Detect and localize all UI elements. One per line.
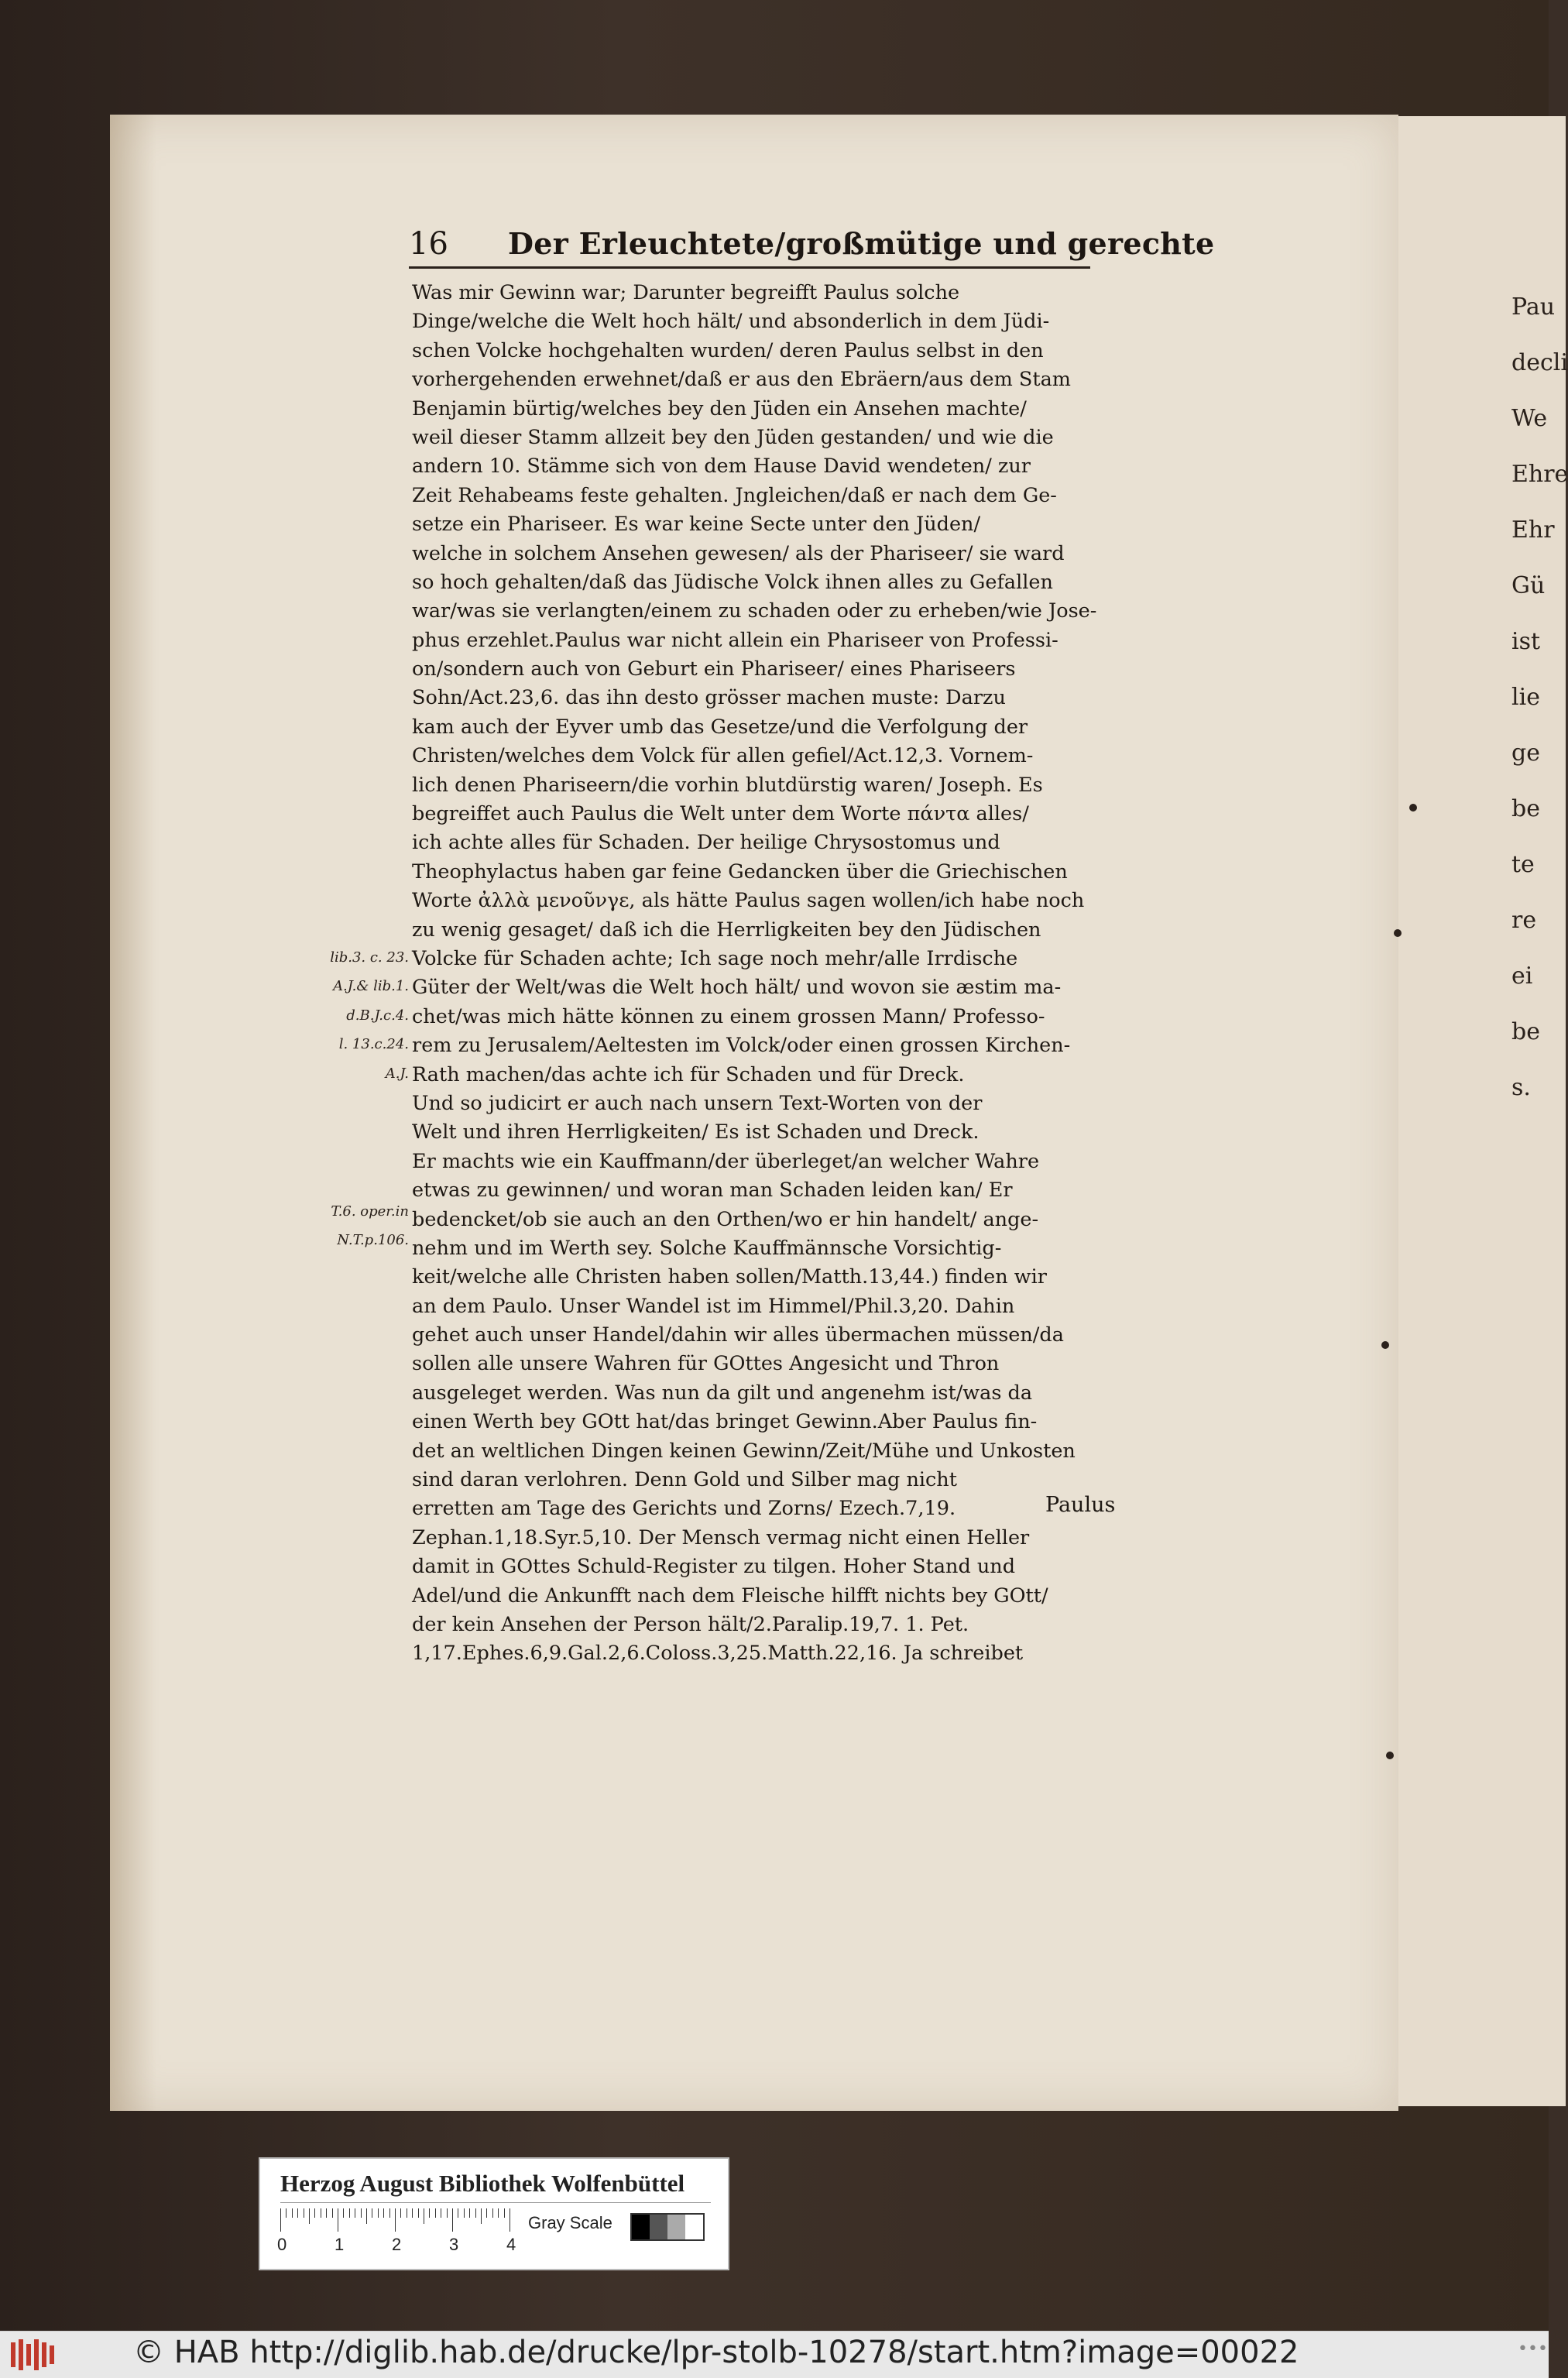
page-number: 16 [409,226,448,262]
ruler-tick [481,2208,482,2224]
facing-page-text-fragment: decli [1511,349,1568,376]
text-line: ich achte alles für Schaden. Der heilige Chrysostomus und [412,831,1000,855]
binding-hole [1386,1752,1394,1759]
text-line: gehet auch unser Handel/dahin wir alles übermachen müssen/da [412,1323,1064,1347]
facing-page-text-fragment: Ehr [1511,516,1555,544]
text-line: kam auch der Eyver umb das Gesetze/und die Verfolgung der [412,715,1028,739]
marginal-note-line: T.6. oper.in [331,1203,409,1220]
footer-bar [0,2331,1549,2378]
text-line: Theophylactus haben gar feine Gedancken über die Griechischen [412,860,1068,884]
ruler-tick [475,2208,476,2218]
ruler-tick [504,2208,505,2218]
marginal-note [308,943,409,1088]
ruler-tick [349,2208,350,2218]
text-line: Zeit Rehabeams feste gehalten. Jngleichen/daß er nach dem Ge- [412,483,1057,507]
text-line: erretten am Tage des Gerichts und Zorns/ Ezech.7,19. [412,1497,956,1521]
binding-hole [1381,1341,1389,1349]
gray-scale-swatches [630,2213,705,2241]
page-body-text [412,279,1186,1669]
header-rule [409,266,1090,269]
ruler-tick [469,2208,470,2218]
ruler-tick [314,2208,315,2218]
text-line: begreiffet auch Paulus die Welt unter dem Worte πάντα alles/ [412,802,1029,826]
ruler-tick [332,2208,333,2218]
text-line: Er machts wie ein Kauffmann/der überleget/an welcher Wahre [412,1149,1040,1173]
marginal-note-line: N.T.p.106. [337,1232,409,1249]
gray-scale-label: Gray Scale [528,2213,612,2232]
text-line: phus erzehlet.Paulus war nicht allein ein Phariseer von Professi- [412,628,1058,652]
text-line: sollen alle unsere Wahren für GOttes Angesicht und Thron [412,1352,1000,1376]
ruler-tick [486,2208,487,2218]
swatch-dark-gray [650,2215,667,2239]
text-line: Dinge/welche die Welt hoch hält/ und absonderlich in dem Jüdi- [412,310,1050,334]
library-label-card [259,2157,729,2270]
text-line: bedencket/ob sie auch an den Orthen/wo er hin handelt/ ange- [412,1207,1039,1231]
facing-page-text-fragment: Pau [1511,293,1556,321]
text-line: keit/welche alle Christen haben sollen/Matth.13,44.) finden wir [412,1265,1047,1289]
ruler-tick [326,2208,327,2218]
ruler-tick [280,2208,281,2232]
text-line: Was mir Gewinn war; Darunter begreifft Paulus solche [412,281,960,304]
ruler-tick [309,2208,310,2224]
ruler-tick [412,2208,413,2218]
text-line: weil dieser Stamm allzeit bey den Jüden gestanden/ und wie die [412,425,1054,449]
ruler-tick [464,2208,465,2218]
ruler-tick [292,2208,293,2218]
ruler-mark: 3 [449,2235,459,2254]
facing-page-text-fragment: ist [1511,628,1541,655]
text-line: war/was sie verlangten/einem zu schaden oder zu erheben/wie Jose- [412,599,1097,623]
facing-page-fragment [1386,116,1566,2106]
ruler-tick [395,2208,396,2232]
text-line: Volcke für Schaden achte; Ich sage noch mehr/alle Irrdische [412,946,1018,970]
text-line: einen Werth bey GOtt hat/das bringet Gewinn.Aber Paulus fin- [412,1410,1038,1434]
more-options-icon[interactable]: ••• [1518,2339,1548,2359]
facing-page-text-fragment: re [1511,907,1537,934]
swatch-black [632,2215,650,2239]
text-line: nehm und im Werth sey. Solche Kauffmännsche Vorsichtig- [412,1236,1002,1260]
text-line: 1,17.Ephes.6,9.Gal.2,6.Coloss.3,25.Matth.22,16. Ja schreibet [412,1642,1024,1666]
ruler-tick [435,2208,436,2218]
text-line: Rath machen/das achte ich für Schaden und für Dreck. [412,1062,965,1086]
swatch-white [685,2215,703,2239]
binding-hole [1409,804,1417,812]
text-line: Güter der Welt/was die Welt hoch hält/ und wovon sie æstim ma- [412,976,1062,1000]
text-line: welche in solchem Ansehen gewesen/ als der Phariseer/ sie ward [412,541,1065,565]
ruler-tick [498,2208,499,2218]
ruler-tick [389,2208,390,2218]
ruler-mark: 4 [506,2235,516,2254]
text-line: det an weltlichen Dingen keinen Gewinn/Zeit/Mühe und Unkosten [412,1439,1076,1463]
ruler-tick [378,2208,379,2218]
ruler-mark: 1 [335,2235,345,2254]
ruler-tick [452,2208,453,2232]
facing-page-text-fragment: We [1511,405,1548,432]
facing-page-text-fragment: Gü [1511,572,1546,599]
binding-hole [1394,929,1402,937]
text-line: vorhergehenden erwehnet/daß er aus den Ebräern/aus dem Stam [412,368,1071,392]
text-line: etwas zu gewinnen/ und woran man Schaden leiden kan/ Er [412,1179,1013,1203]
ruler-tick [400,2208,401,2218]
swatch-light-gray [667,2215,685,2239]
text-line: zu wenig gesaget/ daß ich die Herrligkeiten bey den Jüdischen [412,918,1041,942]
text-line: Und so judicirt er auch nach unsern Text-Worten von der [412,1091,983,1115]
text-line: Zephan.1,18.Syr.5,10. Der Mensch vermag nicht einen Heller [412,1525,1030,1549]
facing-page-text-fragment: be [1511,795,1540,822]
catchword: Paulus [1045,1493,1116,1517]
marginal-note-line: lib.3. c. 23. [330,949,409,966]
text-line: so hoch gehalten/daß das Jüdische Volck ihnen alles zu Gefallen [412,570,1053,594]
text-line: Benjamin bürtig/welches bey den Jüden ein Ansehen machte/ [412,396,1027,420]
facing-page-text-fragment: ei [1511,963,1533,990]
text-line: an dem Paulo. Unser Wandel ist im Himmel/Phil.3,20. Dahin [412,1294,1015,1318]
facing-page-text-fragment: Ehre [1511,461,1568,488]
page-header [409,226,1215,273]
text-line: sind daran verlohren. Denn Gold und Silber mag nicht [412,1468,957,1492]
text-line: on/sondern auch von Geburt ein Phariseer/ eines Phariseers [412,657,1016,681]
ruler-tick [297,2208,298,2218]
running-title: Der Erleuchtete/großmütige und gerechte [508,226,1215,261]
ruler-tick [447,2208,448,2218]
text-line: andern 10. Stämme sich von dem Hause David wendeten/ zur [412,455,1031,479]
institution-name: Herzog August Bibliothek Wolfenbüttel [280,2170,685,2197]
text-line: schen Volcke hochgehalten wurden/ deren Paulus selbst in den [412,338,1044,362]
ruler-tick [343,2208,344,2218]
ruler-tick [366,2208,367,2224]
text-line: Welt und ihren Herrligkeiten/ Es ist Schaden und Dreck. [412,1120,980,1144]
label-divider [280,2202,711,2203]
text-line: der kein Ansehen der Person hält/2.Paralip.19,7. 1. Pet. [412,1612,969,1636]
text-line: rem zu Jerusalem/Aeltesten im Volck/oder einen grossen Kirchen- [412,1034,1071,1058]
marginal-note-line: l. 13.c.24. [338,1036,409,1053]
facing-page-text-fragment: ge [1511,739,1540,767]
marginal-note-line: A.J.& lib.1. [333,978,409,995]
text-line: Christen/welches dem Volck für allen gefiel/Act.12,3. Vornem- [412,744,1034,768]
text-line: chet/was mich hätte können zu einem grossen Mann/ Professo- [412,1004,1045,1028]
facing-page-text-fragment: s. [1511,1074,1531,1101]
text-line: damit in GOttes Schuld-Register zu tilgen. Hoher Stand und [412,1555,1016,1579]
ruler-tick [418,2208,419,2218]
text-line: ausgeleget werden. Was nun da gilt und angenehm ist/was da [412,1381,1033,1405]
text-line: Worte ἀλλὰ μενοῦνγε, als hätte Paulus sagen wollen/ich habe noch [412,889,1085,913]
ruler-mark: 2 [392,2235,402,2254]
ruler-tick [361,2208,362,2218]
footer-credit-link[interactable]: © HAB http://diglib.hab.de/drucke/lpr-stolb-10278/start.htm?image=00022 [133,2335,1299,2370]
text-line: lich denen Phariseern/die vorhin blutdürstig waren/ Joseph. Es [412,773,1043,797]
ruler-mark: 0 [277,2235,287,2254]
text-line: setze ein Phariseer. Es war keine Secte unter den Jüden/ [412,513,981,537]
facing-page-text-fragment: be [1511,1018,1540,1045]
ruler-tick [429,2208,430,2218]
facing-page-text-fragment: te [1511,851,1535,878]
marginal-note-line: d.B.J.c.4. [346,1007,409,1024]
hab-logo-icon [8,2338,63,2372]
ruler-tick [383,2208,384,2218]
marginal-note-line: A.J. [385,1065,409,1082]
marginal-note [308,1197,409,1255]
text-line: Sohn/Act.23,6. das ihn desto grösser machen muste: Darzu [412,686,1006,710]
ruler-tick [492,2208,493,2218]
text-line: Adel/und die Ankunfft nach dem Fleische hilfft nichts bey GOtt/ [412,1584,1048,1608]
facing-page-text-fragment: lie [1511,684,1540,711]
